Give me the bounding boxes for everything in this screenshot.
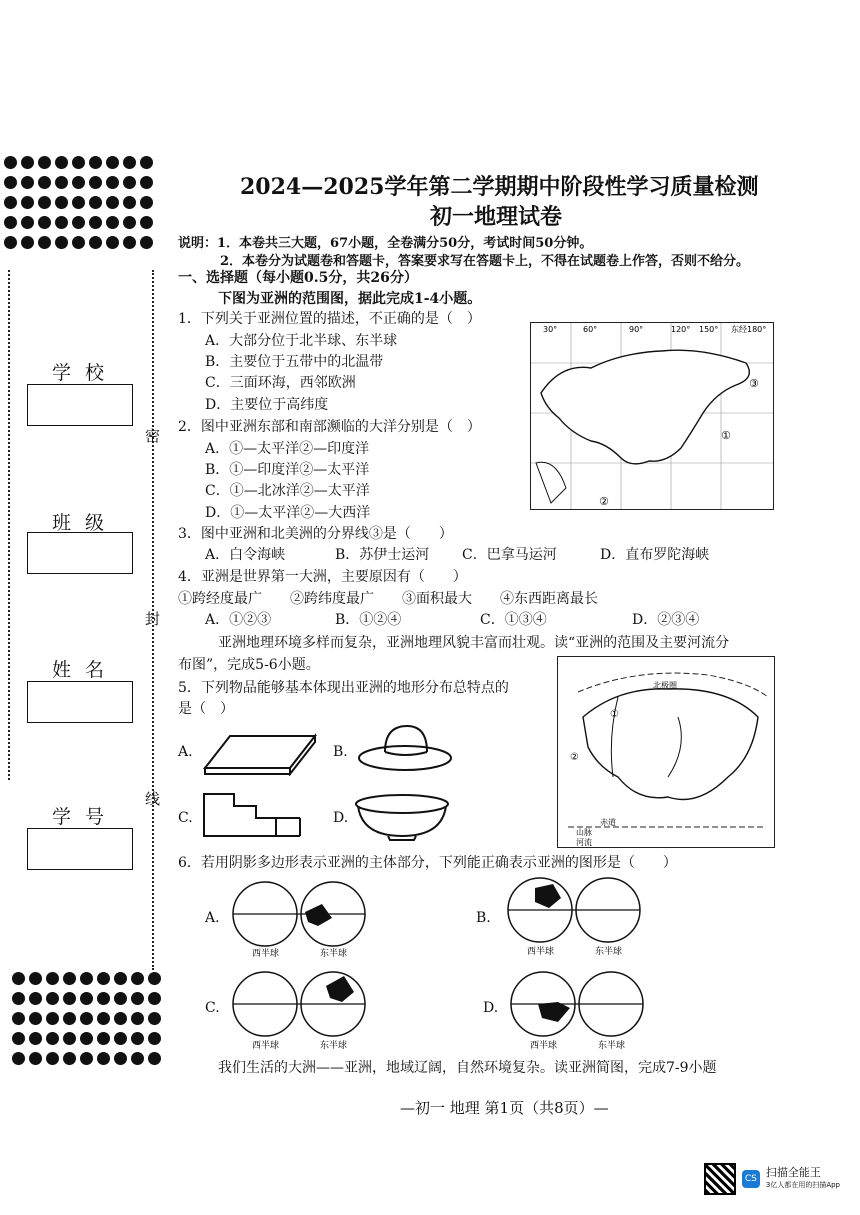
qr-code-icon xyxy=(704,1163,736,1195)
map2-label-rivers: 河流 xyxy=(576,838,592,847)
q4-option-d[interactable]: D．②③④ xyxy=(632,612,700,628)
q3-option-d[interactable]: D．直布罗陀海峡 xyxy=(600,547,710,563)
q6-figure-c xyxy=(230,968,375,1052)
q3-option-a[interactable]: A．白令海峡 xyxy=(205,547,286,563)
bottom-binding-dots xyxy=(12,972,167,1065)
map2-label-arctic: 北极圈 xyxy=(653,681,677,690)
hat-figure xyxy=(355,722,455,774)
q3-option-b[interactable]: B．苏伊士运河 xyxy=(335,547,430,563)
q2-option-a[interactable]: A．①—太平洋②—印度洋 xyxy=(205,441,370,457)
q6b-west: 西半球 xyxy=(527,947,555,957)
bowl-figure xyxy=(352,792,452,842)
q1-stem: 1．下列关于亚洲位置的描述，不正确的是（ ） xyxy=(178,311,481,327)
q5-option-d-label[interactable]: D. xyxy=(333,810,349,826)
map1-mark-1: ① xyxy=(721,429,731,442)
q6-figure-b xyxy=(505,874,650,958)
q6d-east: 东半球 xyxy=(598,1041,626,1051)
q6-figure-d xyxy=(508,968,653,1052)
map2-mark-2: ② xyxy=(570,752,579,763)
scanner-watermark xyxy=(704,1163,840,1195)
seal-char-mi: 密 xyxy=(145,427,161,445)
section-heading: 一、选择题（每小题0.5分，共26分） xyxy=(178,270,418,286)
seal-char-feng: 封 xyxy=(145,610,161,628)
brand-tagline: 3亿人都在用的扫描App xyxy=(765,1181,840,1189)
map1-label-30: 30° xyxy=(543,325,558,334)
q6-option-b-label[interactable]: B. xyxy=(476,910,491,926)
q6-figure-a xyxy=(230,880,375,960)
map1-mark-3: ③ xyxy=(749,377,759,390)
map2-label-mountains: 山脉 xyxy=(576,828,592,837)
student-id-input-box[interactable] xyxy=(27,828,133,870)
instruction-1: 说明：1．本卷共三大题，67小题，全卷满分50分，考试时间50分钟。 xyxy=(178,236,593,251)
map1-label-150: 150° xyxy=(699,325,719,334)
q2-option-d[interactable]: D．①—太平洋②—大西洋 xyxy=(205,505,371,521)
camscanner-logo-icon: CS xyxy=(742,1170,760,1188)
q6a-west: 西半球 xyxy=(252,949,280,959)
map2-label-equator: 赤道 xyxy=(600,818,616,827)
q6c-west: 西半球 xyxy=(252,1041,280,1051)
q5-stem-a: 5．下列物品能够基本体现出亚洲的地形分布总特点的 xyxy=(178,680,509,696)
q3-option-c[interactable]: C．巴拿马运河 xyxy=(462,547,557,563)
q6c-east: 东半球 xyxy=(320,1041,348,1051)
map1-label-east180: 东经180° xyxy=(731,325,767,334)
class-input-box[interactable] xyxy=(27,532,133,574)
intro-7-9: 我们生活的大洲——亚洲，地域辽阔，自然环境复杂。读亚洲简图，完成7-9小题 xyxy=(218,1060,717,1076)
name-label: 姓名 xyxy=(52,659,119,681)
q6-option-c-label[interactable]: C. xyxy=(205,1000,220,1016)
q4-option-c[interactable]: C．①③④ xyxy=(480,612,547,628)
school-input-box[interactable] xyxy=(27,384,133,426)
q4-items: ①跨经度最广 ②跨纬度最广 ③面积最大 ④东西距离最长 xyxy=(178,591,598,607)
map1-mark-2: ② xyxy=(599,495,609,508)
intro-1-4: 下图为亚洲的范围图，据此完成1-4小题。 xyxy=(218,291,482,307)
map2-mark-1: ① xyxy=(610,709,619,720)
q5-stem-b: 是（ ） xyxy=(178,701,234,717)
q5-option-c-label[interactable]: C. xyxy=(178,810,193,826)
exam-title: 2024—2025学年第二学期期中阶段性学习质量检测 xyxy=(240,174,759,200)
staircase-figure xyxy=(200,790,305,840)
top-binding-dots xyxy=(4,156,159,249)
map1-label-90: 90° xyxy=(629,325,644,334)
q6b-east: 东半球 xyxy=(595,947,623,957)
map1-label-60: 60° xyxy=(583,325,598,334)
q2-stem: 2．图中亚洲东部和南部濒临的大洋分别是（ ） xyxy=(178,419,481,435)
q5-option-b-label[interactable]: B. xyxy=(333,744,348,760)
brand-name: 扫描全能王 xyxy=(765,1166,821,1179)
q6d-west: 西半球 xyxy=(530,1041,558,1051)
q1-option-a[interactable]: A．大部分位于北半球、东半球 xyxy=(205,333,398,349)
intro-5-6-b: 布图”，完成5-6小题。 xyxy=(178,657,320,673)
q2-option-b[interactable]: B．①—印度洋②—太平洋 xyxy=(205,462,370,478)
instruction-2: 2．本卷分为试题卷和答题卡，答案要求写在答题卡上，不得在试题卷上作答，否则不给分。 xyxy=(220,254,750,269)
binding-line-left xyxy=(8,270,10,780)
asia-rivers-map-2 xyxy=(557,656,775,848)
q1-option-b[interactable]: B．主要位于五带中的北温带 xyxy=(205,354,384,370)
seal-char-xian: 线 xyxy=(145,790,161,808)
q5-option-a-label[interactable]: A. xyxy=(178,744,193,760)
q6-stem: 6．若用阴影多边形表示亚洲的主体部分，下列能正确表示亚洲的图形是（ ） xyxy=(178,855,677,871)
flat-plate-figure xyxy=(200,728,320,776)
q6-option-d-label[interactable]: D. xyxy=(483,1000,499,1016)
intro-5-6-a: 亚洲地理环境多样而复杂，亚洲地理风貌丰富而壮观。读“亚洲的范围及主要河流分 xyxy=(218,635,730,651)
q1-option-d[interactable]: D．主要位于高纬度 xyxy=(205,397,329,413)
q3-stem: 3．图中亚洲和北美洲的分界线③是（ ） xyxy=(178,526,453,542)
q4-option-b[interactable]: B．①②④ xyxy=(335,612,402,628)
school-label: 学校 xyxy=(52,362,119,384)
student-id-label: 学号 xyxy=(52,806,119,828)
name-input-box[interactable] xyxy=(27,681,133,723)
exam-subtitle: 初一地理试卷 xyxy=(430,204,563,230)
q2-option-c[interactable]: C．①—北冰洋②—太平洋 xyxy=(205,483,370,499)
asia-range-map-1 xyxy=(530,322,774,510)
q6-option-a-label[interactable]: A. xyxy=(205,910,220,926)
q4-stem: 4．亚洲是世界第一大洲，主要原因有（ ） xyxy=(178,569,467,585)
q1-option-c[interactable]: C．三面环海，西邻欧洲 xyxy=(205,375,356,391)
map1-label-120: 120° xyxy=(671,325,691,334)
class-label: 班级 xyxy=(52,512,119,534)
q4-option-a[interactable]: A．①②③ xyxy=(205,612,272,628)
page-footer: —初一 地理 第1页（共8页）— xyxy=(400,1099,609,1117)
q6a-east: 东半球 xyxy=(320,949,348,959)
